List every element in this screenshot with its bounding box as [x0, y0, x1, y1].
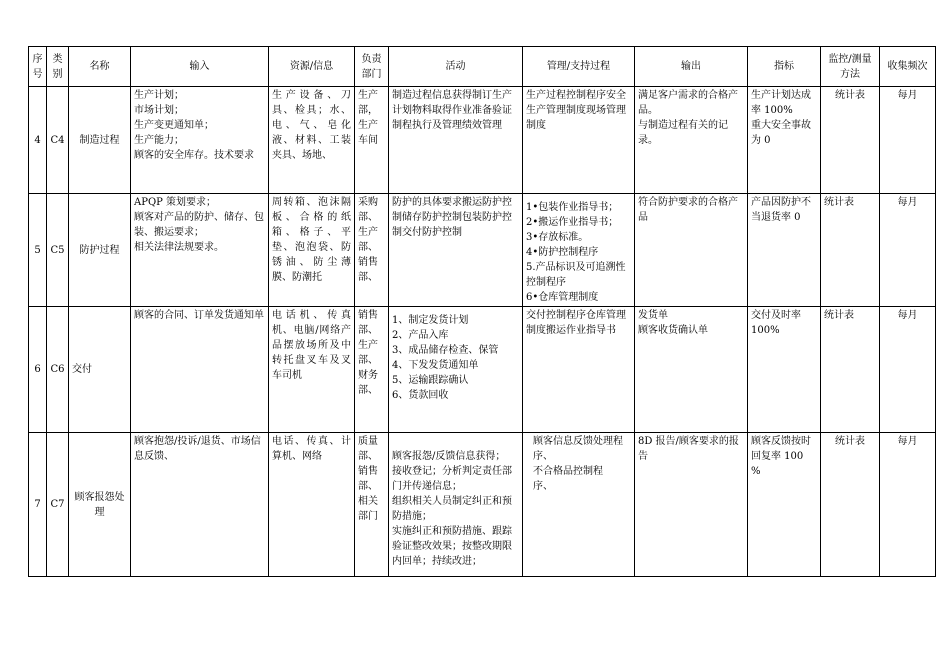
activity-line: 6、货款回收	[392, 390, 449, 401]
input-line: 顾客的安全库存。技术要求	[134, 150, 254, 161]
dept-line: 生产部，	[358, 90, 378, 116]
dept-line: 生产部、	[358, 227, 378, 253]
header-name: 名称	[69, 47, 131, 87]
row-category: C5	[47, 194, 69, 307]
output-line: 与制造过程有关的记录。	[638, 120, 728, 146]
indicator-line: 为 0	[751, 135, 771, 146]
row-frequency: 每月	[880, 194, 936, 307]
output-line: 满足客户需求的合格产品。	[638, 90, 738, 116]
indicator-line: 100%	[751, 325, 780, 336]
header-frequency: 收集频次	[880, 47, 936, 87]
activity-line: 1、制定发货计划	[392, 315, 469, 326]
row-frequency: 每月	[880, 87, 936, 194]
row-resources: 周转箱、泡沫隔板、合格的纸箱、格子、平垫、泡泡袋、防锈油、防尘薄膜、防潮托	[269, 194, 355, 307]
activity-line: 组织相关人员制定纠正和预防措施；	[392, 496, 512, 522]
row-activity: 防护的具体要求搬运防护控制储存防护控制包装防护控制交付防护控制	[389, 194, 523, 307]
row-monitor: 统计表	[821, 307, 880, 433]
table-row	[29, 433, 936, 577]
row-monitor: 统计表	[821, 194, 880, 307]
management-line: 序、	[533, 481, 553, 492]
row-monitor: 统计表	[821, 87, 880, 194]
activity-line: 5、运输跟踪确认	[392, 375, 469, 386]
row-dept	[355, 87, 389, 194]
dept-line: 相关部门	[358, 496, 378, 522]
header-indicator: 指标	[748, 47, 821, 87]
row-management	[523, 433, 635, 577]
indicator-line: 重大安全事故	[751, 120, 811, 131]
header-resources: 资源/信息	[269, 47, 355, 87]
indicator-line: %	[751, 466, 761, 477]
row-management: 交付控制程序仓库管理制度搬运作业指导书	[523, 307, 635, 433]
row-output	[635, 194, 748, 307]
management-line: 1•包装作业指导书；	[526, 202, 619, 213]
header-monitor: 监控/测量方法	[821, 47, 880, 87]
row-indicator	[748, 87, 821, 194]
management-line: 序、	[533, 451, 553, 462]
row-input	[131, 194, 269, 307]
row-name: 交付	[69, 307, 131, 433]
output-line: 符合防护要求的合格产品	[638, 197, 738, 223]
row-dept	[355, 194, 389, 307]
header-category: 类别	[47, 47, 69, 87]
header-dept: 负责部门	[355, 47, 389, 87]
management-line: 顾客信息反馈处理程	[533, 436, 623, 447]
activity-line: 2、产品入库	[392, 330, 449, 341]
row-input	[131, 433, 269, 577]
row-indicator	[748, 307, 821, 433]
row-indicator	[748, 194, 821, 307]
row-category: C6	[47, 307, 69, 433]
row-resources: 生产设备、刀具、检具；水、电、气、皂化液、材料、工装夹具、场地、	[269, 87, 355, 194]
row-name: 防护过程	[69, 194, 131, 307]
dept-line: 销售部、	[358, 257, 378, 283]
row-input	[131, 87, 269, 194]
header-management: 管理/支持过程	[523, 47, 635, 87]
row-seq: 6	[29, 307, 47, 433]
input-line: 生产变更通知单；	[134, 120, 214, 131]
process-table-sheet	[28, 46, 935, 577]
input-line: 顾客的合同、订单发货通知单	[134, 310, 264, 321]
row-dept	[355, 307, 389, 433]
dept-line: 财务部、	[358, 370, 378, 396]
input-line: 顾客对产品的防护、储存、包装、搬运要求；	[134, 212, 264, 238]
dept-line: 生产部、	[358, 340, 378, 366]
row-activity: 制造过程信息获得制订生产计划物料取得作业准备验证制程执行及管理绩效管理	[389, 87, 523, 194]
indicator-line: 当退货率 0	[751, 212, 801, 223]
output-line: 顾客收货确认单	[638, 325, 708, 336]
row-category: C7	[47, 433, 69, 577]
row-name: 顾客报怨处理	[69, 433, 131, 577]
row-frequency: 每月	[880, 307, 936, 433]
activity-line: 3、成品储存检查、保管	[392, 345, 499, 356]
row-seq: 4	[29, 87, 47, 194]
management-line: 6•仓库管理制度	[526, 292, 599, 303]
indicator-line: 率 100%	[751, 105, 793, 116]
output-line: 8D 报告/顾客要求的报告	[638, 436, 739, 462]
process-table	[28, 46, 936, 577]
dept-line: 采购部、	[358, 197, 378, 223]
indicator-line: 产品因防护不	[751, 197, 811, 208]
input-line: 市场计划；	[134, 105, 184, 116]
row-output	[635, 307, 748, 433]
management-line: 2•搬运作业指导书；	[526, 217, 619, 228]
dept-line: 生产车间	[358, 120, 378, 146]
input-line: 生产计划；	[134, 90, 184, 101]
indicator-line: 生产计划达成	[751, 90, 811, 101]
header-input: 输入	[131, 47, 269, 87]
indicator-line: 交付及时率	[751, 310, 801, 321]
row-seq: 5	[29, 194, 47, 307]
row-activity	[389, 307, 523, 433]
activity-line: 顾客报怨/反馈信息获得；	[392, 451, 506, 462]
activity-line: 4、下发发货通知单	[392, 360, 479, 371]
row-dept	[355, 433, 389, 577]
row-indicator	[748, 433, 821, 577]
input-line: 顾客抱怨/投诉/退货、市场信息反馈、	[134, 436, 261, 462]
row-input	[131, 307, 269, 433]
table-row	[29, 307, 936, 433]
management-line: 3•存放标准。	[526, 232, 589, 243]
input-line: 相关法律法规要求。	[134, 242, 224, 253]
row-resources: 电话机、传真机、电脑/网络产品摆放场所及中转托盘叉车及叉车司机	[269, 307, 355, 433]
table-row	[29, 194, 936, 307]
row-management	[523, 194, 635, 307]
row-monitor: 统计表	[821, 433, 880, 577]
dept-line: 销售部、	[358, 310, 378, 336]
row-resources: 电话、传真、计算机、网络	[269, 433, 355, 577]
activity-line: 接收登记；分析判定责任部门并传递信息；	[392, 466, 512, 492]
activity-line: 实施纠正和预防措施、跟踪验证整改效果；按整改期限内回单；持续改进；	[392, 526, 512, 567]
row-name: 制造过程	[69, 87, 131, 194]
input-line: APQP 策划要求；	[134, 197, 217, 208]
row-activity	[389, 433, 523, 577]
table-row	[29, 87, 936, 194]
management-line: 不合格品控制程	[533, 466, 603, 477]
dept-line: 销售部、	[358, 466, 378, 492]
dept-line: 质量部、	[358, 436, 378, 462]
header-activity: 活动	[389, 47, 523, 87]
row-seq: 7	[29, 433, 47, 577]
output-line: 发货单	[638, 310, 668, 321]
table-header-row	[29, 47, 936, 87]
row-output	[635, 433, 748, 577]
input-line: 生产能力；	[134, 135, 184, 146]
header-seq: 序号	[29, 47, 47, 87]
row-output	[635, 87, 748, 194]
header-output: 输出	[635, 47, 748, 87]
row-management: 生产过程控制程序安全生产管理制度现场管理制度	[523, 87, 635, 194]
management-line: 4•防护控制程序	[526, 247, 599, 258]
indicator-line: 顾客反馈按时回复率 100	[751, 436, 811, 462]
row-frequency: 每月	[880, 433, 936, 577]
row-category: C4	[47, 87, 69, 194]
management-line: 5.产品标识及可追溯性控制程序	[526, 262, 626, 288]
